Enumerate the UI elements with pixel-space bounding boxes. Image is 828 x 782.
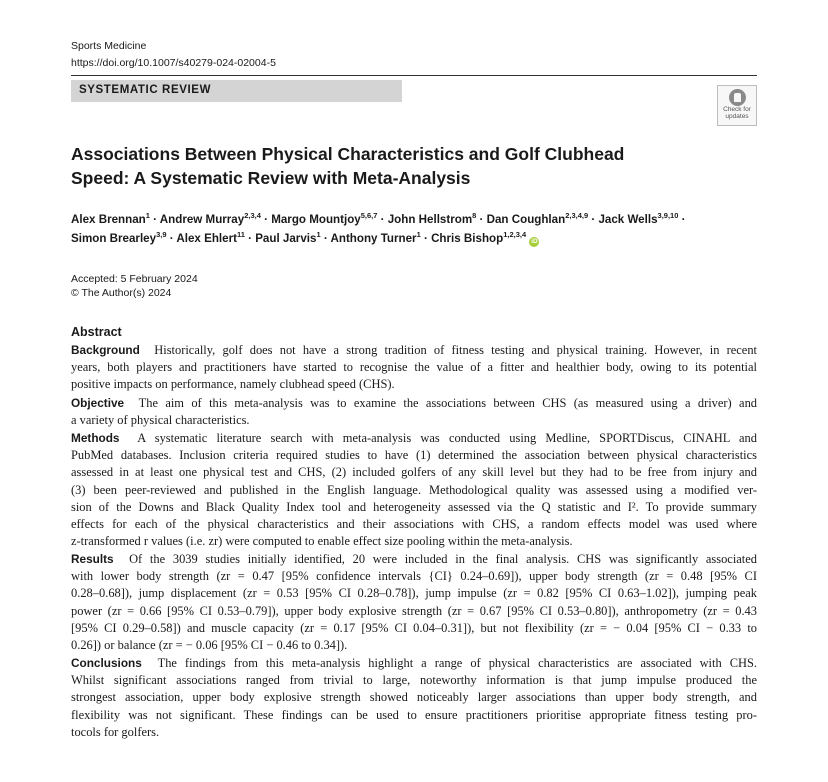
accepted-date: Accepted: 5 February 2024 bbox=[71, 273, 198, 285]
header-rule bbox=[71, 75, 757, 76]
author-affiliation: 2,3,4 bbox=[244, 211, 261, 220]
abstract-line: Background Historically, golf does not have a strong tradition of fitness testing and physical training. However, in recent bbox=[71, 343, 757, 357]
abstract-background bbox=[71, 342, 757, 394]
conclusions-label: Conclusions bbox=[71, 656, 142, 670]
methods-label: Methods bbox=[71, 431, 120, 445]
check-for-updates-button[interactable] bbox=[717, 85, 757, 126]
author-list bbox=[71, 210, 761, 248]
author-affiliation: 2,3,4,9 bbox=[565, 211, 589, 220]
author-affiliation: 8 bbox=[472, 211, 477, 220]
title-line-1: Associations Between Physical Characteristics and Golf Clubhead bbox=[71, 144, 625, 164]
abstract-line: tocols for golfers. bbox=[71, 724, 160, 739]
author-line-1: Alex Brennan$^1$ · Andrew Murray$^{2,3,4}$ · Margo Mountjoy$^{5,6,7}$ · John Hellstrom$^8$ · Dan Coughlan$^{2,3,4,9}$ · Jack Wells$^{3,9,10}$ · bbox=[71, 211, 686, 226]
author-name[interactable]: John Hellstrom bbox=[387, 213, 473, 226]
author-name[interactable]: Alex Ehlert bbox=[176, 232, 237, 245]
author-name[interactable]: Simon Brearley bbox=[71, 232, 157, 245]
journal-name: Sports Medicine bbox=[71, 40, 147, 52]
author-name[interactable]: Anthony Turner bbox=[330, 232, 417, 245]
abstract-line: strongest association, upper body explosive strength showed noticeably larger associations than upper body strength, and bbox=[71, 690, 757, 705]
abstract-line: power (zr = 0.66 [95% CI 0.53–0.79]), upper body explosive strength (zr = 0.67 [95% CI 0.53–0.80]), anthropometry (zr = 0.43 bbox=[71, 603, 757, 618]
abstract-line: a variety of physical characteristics. bbox=[71, 413, 250, 428]
bookmark-icon bbox=[729, 89, 746, 106]
author-name[interactable]: Dan Coughlan bbox=[486, 213, 566, 226]
author-affiliation: 1 bbox=[316, 230, 321, 239]
author-name[interactable]: Alex Brennan bbox=[71, 213, 146, 226]
title-line-2: Speed: A Systematic Review with Meta-Analysis bbox=[71, 168, 471, 188]
results-label: Results bbox=[71, 552, 114, 566]
copyright-notice: © The Author(s) 2024 bbox=[71, 287, 172, 299]
abstract-line: Whilst significant associations ranged from trivial to large, noteworthy information is that jump impulse produced the bbox=[71, 673, 757, 688]
abstract-objective bbox=[71, 395, 757, 429]
abstract-line: z-transformed r values (i.e. zr) were computed to enable effect size pooling within the meta-analysis. bbox=[71, 534, 573, 549]
orcid-icon[interactable]: iD bbox=[531, 238, 538, 245]
doi-link[interactable]: https://doi.org/10.1007/s40279-024-02004-5 bbox=[71, 57, 276, 69]
abstract-line: Objective The aim of this meta-analysis was to examine the associations between CHS (as measured using a driver) and bbox=[71, 396, 758, 410]
abstract-line: Conclusions The findings from this meta-analysis highlight a range of physical characteristics are associated with CHS. bbox=[71, 656, 757, 670]
check-updates-line1: Check for bbox=[723, 106, 751, 113]
abstract-results bbox=[71, 551, 757, 654]
abstract-line: positive impacts on performance, namely clubhead speed (CHS). bbox=[71, 377, 395, 392]
article-title bbox=[71, 142, 711, 190]
abstract-line: PubMed databases. Inclusion criteria required studies to have (1) determined the association between physical characteristics bbox=[71, 448, 757, 463]
objective-label: Objective bbox=[71, 396, 125, 410]
author-affiliation: 1 bbox=[145, 211, 150, 220]
abstract-line: years, both players and practitioners have started to recognise the value of a fitter and healthier body, owing to its potential bbox=[71, 360, 757, 375]
abstract-line: 0.28–0.68]), jump displacement (zr = 0.53 [95% CI 0.28–0.78]), jump impulse (zr = 0.82 [95% CI 0.63–1.02]), jumping peak bbox=[71, 586, 757, 601]
article-type-label: SYSTEMATIC REVIEW bbox=[79, 84, 212, 96]
abstract-line: 0.26]) or balance (zr = − 0.06 [95% CI − 0.46 to 0.34]). bbox=[71, 638, 348, 653]
abstract-line: effects for each of the physical characteristics and their associations with CHS, a random effects model was used where bbox=[71, 517, 757, 532]
abstract-methods bbox=[71, 430, 757, 550]
abstract-conclusions bbox=[71, 655, 757, 741]
author-affiliation: 1,2,3,4 bbox=[503, 230, 527, 239]
abstract-line: flexibility was not significant. These findings can be used to ensure practitioners prioritise appropriate fitness testing pro- bbox=[71, 707, 757, 722]
author-name[interactable]: Chris Bishop bbox=[431, 232, 504, 245]
author-affiliation: 5,6,7 bbox=[360, 211, 378, 220]
author-affiliation: 11 bbox=[236, 230, 245, 239]
abstract-line: (3) been peer-reviewed and published in the English language. Methodological quality was assessed using a modified ver- bbox=[71, 482, 757, 497]
abstract-line: sion of the Downs and Black Quality Index tool and heterogeneity assessed via the Q statistic and I². To provide summary bbox=[71, 499, 757, 514]
author-affiliation: 1 bbox=[416, 230, 421, 239]
author-name[interactable]: Andrew Murray bbox=[159, 213, 245, 226]
abstract-line: with lower body strength (zr = 0.47 [95% confidence intervals {CI} 0.24–0.69]), upper body strength (zr = 0.48 [95% CI bbox=[71, 569, 757, 584]
author-name[interactable]: Margo Mountjoy bbox=[271, 213, 361, 226]
author-name[interactable]: Paul Jarvis bbox=[255, 232, 317, 245]
abstract-line: [95% CI 0.29–0.58]) and muscle capacity (zr = 0.17 [95% CI 0.04–0.31]), but not flexibility (zr = − 0.04 [95% CI − 0.33 to bbox=[71, 620, 757, 635]
abstract-heading: Abstract bbox=[71, 325, 122, 339]
abstract-line: Results Of the 3039 studies initially identified, 20 were included in the final analysis. CHS was significantly associated bbox=[71, 552, 757, 566]
author-affiliation: 3,9 bbox=[156, 230, 167, 239]
background-label: Background bbox=[71, 343, 140, 357]
article-type-banner bbox=[71, 80, 402, 102]
abstract-line: assessed in at least one physical test and CHS, (2) included golfers of any skill level but they had to be free from injury and bbox=[71, 465, 757, 480]
author-line-2: Simon Brearley$^{3,9}$ · Alex Ehlert$^{11}$ · Paul Jarvis$^1$ · Anthony Turner$^1$ · Chris Bishop$^{1,2,3,4}$ iD bbox=[71, 230, 538, 245]
abstract-line: Methods A systematic literature search with meta-analysis was conducted using Medline, SPORTDiscus, CINAHL and bbox=[71, 431, 757, 445]
author-affiliation: 3,9,10 bbox=[657, 211, 679, 220]
check-updates-line2: updates bbox=[725, 113, 749, 120]
author-name[interactable]: Jack Wells bbox=[598, 213, 658, 226]
